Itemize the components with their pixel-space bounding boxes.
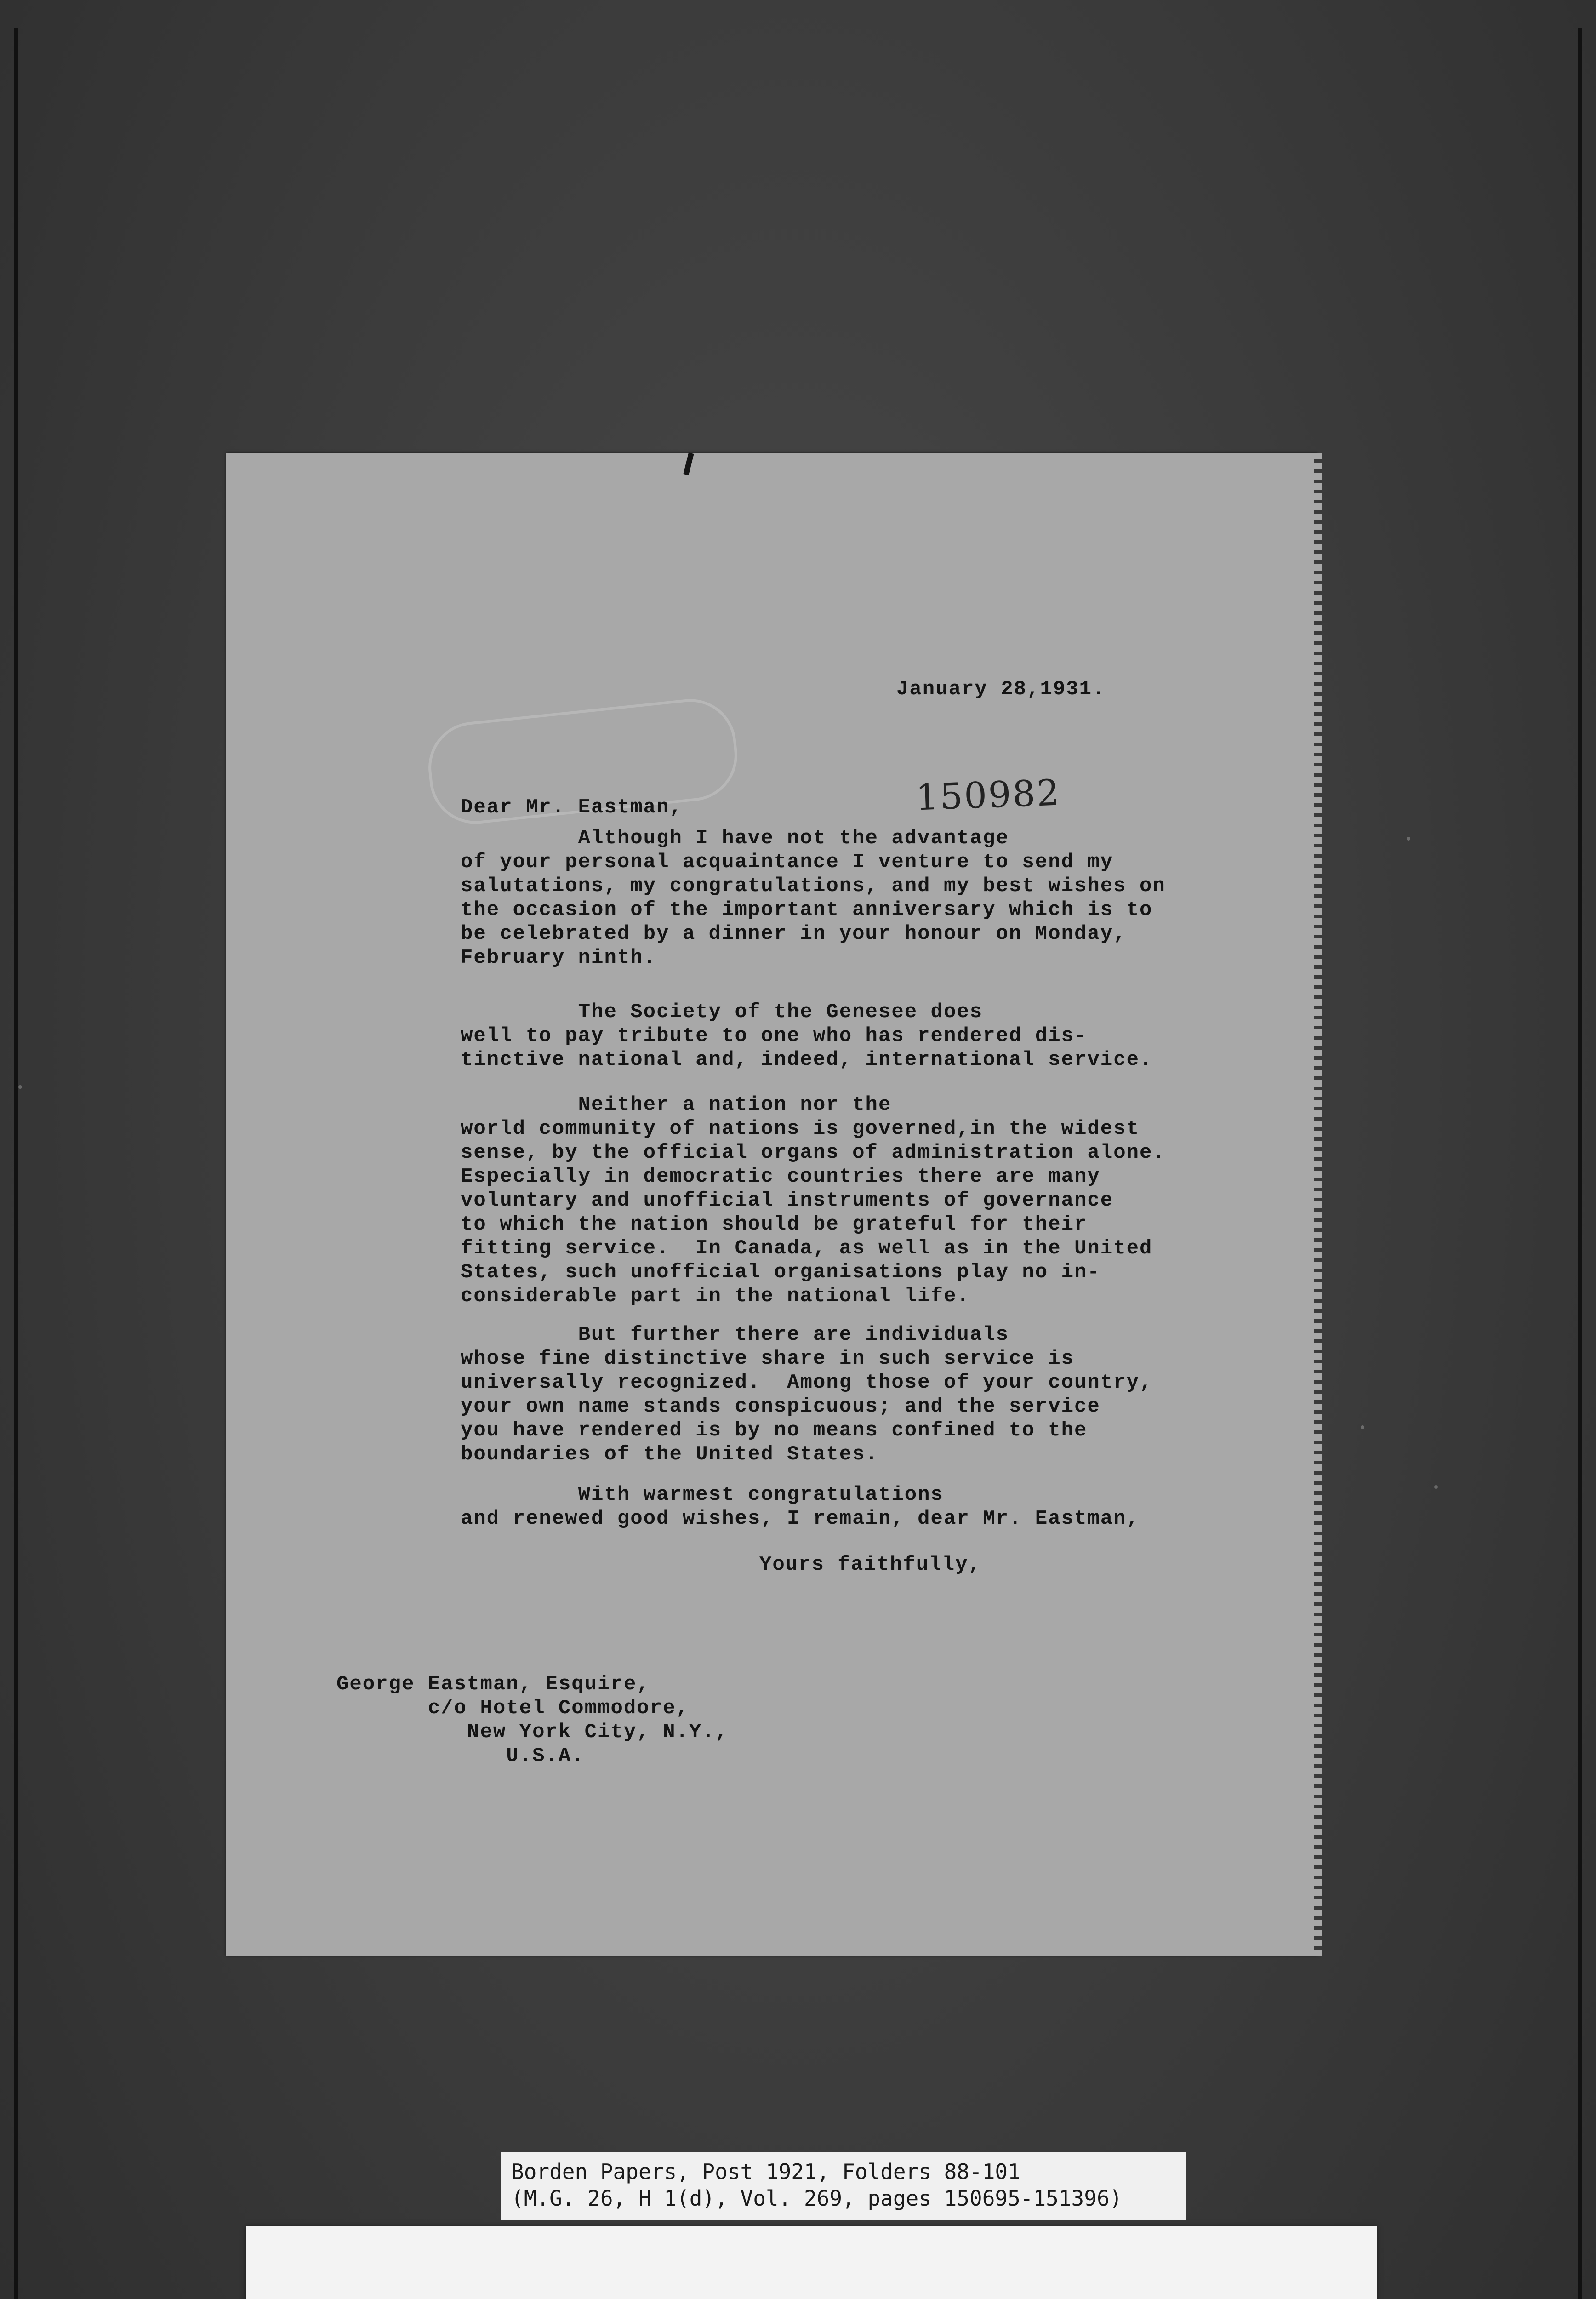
dust-speck <box>1361 1425 1364 1429</box>
letter-date: January 28,1931. <box>896 678 1106 701</box>
text-line: world community of nations is governed,in the widest <box>461 1117 1140 1140</box>
text-line: Although I have not the advantage <box>461 827 1009 850</box>
text-line: your own name stands conspicuous; and the service <box>461 1395 1100 1418</box>
text-line: universally recognized. Among those of your country, <box>461 1371 1153 1394</box>
paragraph-5 <box>461 1483 1140 1531</box>
paragraph-3 <box>461 1093 1166 1308</box>
torn-edge <box>1314 453 1322 1956</box>
dust-speck <box>1434 1485 1438 1489</box>
text-line: States, such unofficial organisations play no in- <box>461 1261 1100 1284</box>
film-edge-right <box>1578 28 1582 2299</box>
text-line: well to pay tribute to one who has rendered dis- <box>461 1024 1088 1047</box>
text-line: you have rendered is by no means confined to the <box>461 1419 1088 1442</box>
text-line: Especially in democratic countries there are many <box>461 1165 1100 1188</box>
document-number-stamp: 150982 <box>915 772 1062 819</box>
text-line: voluntary and unofficial instruments of governance <box>461 1189 1114 1212</box>
label-line-2: (M.G. 26, H 1(d), Vol. 269, pages 150695-151396) <box>511 2186 1123 2211</box>
address-line: George Eastman, Esquire, <box>336 1673 650 1696</box>
text-line: But further there are individuals <box>461 1323 1009 1346</box>
dust-speck <box>18 1085 22 1089</box>
dust-speck <box>1407 837 1410 841</box>
paragraph-4 <box>461 1323 1152 1466</box>
text-line: be celebrated by a dinner in your honour on Monday, <box>461 922 1127 945</box>
text-line: Neither a nation nor the <box>461 1093 892 1116</box>
letter-page <box>226 453 1318 1956</box>
address-line: c/o Hotel Commodore, <box>336 1697 689 1720</box>
address-line: U.S.A. <box>336 1744 585 1767</box>
text-line: tinctive national and, indeed, international service. <box>461 1048 1153 1071</box>
film-edge-left <box>14 28 18 2299</box>
text-line: fitting service. In Canada, as well as in the United <box>461 1237 1153 1260</box>
text-line: of your personal acquaintance I venture to send my <box>461 851 1114 874</box>
text-line: considerable part in the national life. <box>461 1285 970 1308</box>
text-line: boundaries of the United States. <box>461 1443 878 1466</box>
text-line: to which the nation should be grateful for their <box>461 1213 1088 1236</box>
paragraph-1 <box>461 826 1166 970</box>
text-line: salutations, my congratulations, and my best wishes on <box>461 875 1166 898</box>
recipient-address <box>336 1672 728 1768</box>
text-line: the occasion of the important anniversary which is to <box>461 898 1153 921</box>
text-line: The Society of the Genesee does <box>461 1001 983 1024</box>
closing: Yours faithfully, <box>759 1553 981 1576</box>
label-line-1: Borden Papers, Post 1921, Folders 88-101 <box>511 2159 1020 2184</box>
text-line: and renewed good wishes, I remain, dear Mr. Eastman, <box>461 1507 1140 1530</box>
paragraph-2 <box>461 1000 1152 1072</box>
salutation: Dear Mr. Eastman, <box>461 796 683 819</box>
archive-reference-label <box>501 2152 1186 2220</box>
text-line: whose fine distinctive share in such service is <box>461 1347 1075 1370</box>
text-line: February ninth. <box>461 946 657 969</box>
text-line: sense, by the official organs of administration alone. <box>461 1141 1166 1164</box>
margin-mark <box>683 452 694 475</box>
address-line: New York City, N.Y., <box>336 1721 729 1744</box>
public-archives-card <box>246 2226 1377 2299</box>
text-line: With warmest congratulations <box>461 1483 944 1506</box>
